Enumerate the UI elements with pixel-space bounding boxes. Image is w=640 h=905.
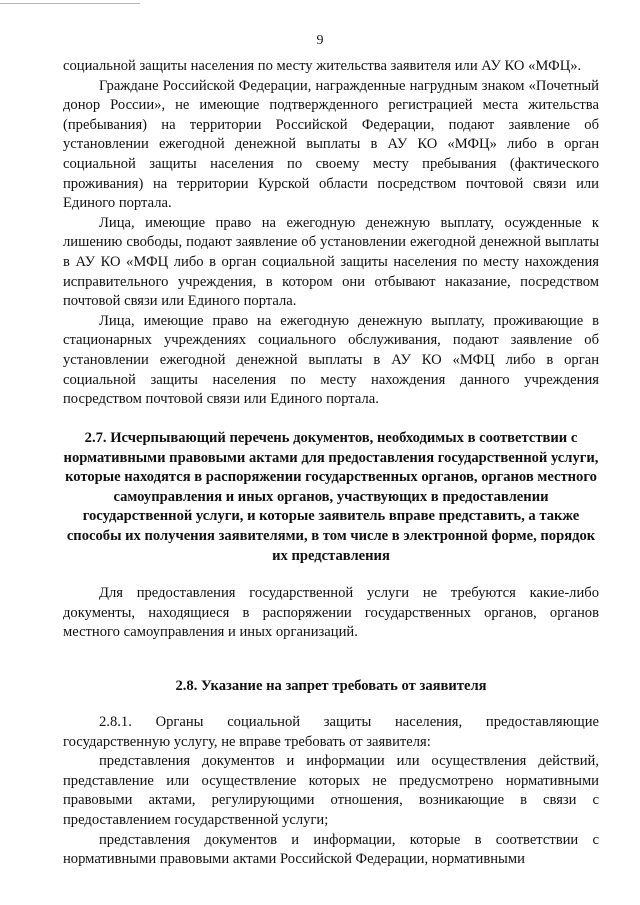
section-2-8-item-1: представления документов и информации или осуществления действий, представление или осуществление которых не предусмотрено нормативными правовыми актами, регулирующими отношения, возникающие в связи с предоставлением государственной услуги; <box>63 753 599 828</box>
scan-edge-line <box>0 3 140 4</box>
section-2-7-text-block <box>63 584 599 643</box>
section-2-7-paragraph: Для предоставления государственной услуги не требуются какие-либо документы, находящиеся в распоряжении государственных органов, органов местного самоуправления и иных организаций. <box>63 585 599 641</box>
section-2-8-heading-text: 2.8. Указание на запрет требовать от заявителя <box>175 678 487 694</box>
section-2-7-heading-text: 2.7. Исчерпывающий перечень документов, необходимых в соответствии с нормативными правовыми актами для предоставления государственной услуги, которые находятся в распоряжении государственных органов, органов местного самоуправления и иных органов, участвующих в предоставлении государственной услуги, и которые заявитель вправе представить, а также способы их получения заявителями, в том числе в электронной форме, порядок их представления <box>63 430 599 564</box>
paragraph-continuation: социальной защиты населения по месту жительства заявителя или АУ КО «МФЦ». <box>63 58 582 74</box>
section-2-8-item-2: представления документов и информации, которые в соответствии с нормативными правовыми актами Российской Федерации, нормативными <box>63 831 599 868</box>
paragraph-residential-institutions: Лица, имеющие право на ежегодную денежную выплату, проживающие в стационарных учреждениях социального обслуживания, подают заявление об установлении ежегодной денежной выплаты в АУ КО «МФЦ либо в орган социальной защиты населения по месту нахождения данного учреждения посредством почтовой связи или Единого портала. <box>63 312 599 408</box>
page-number: 9 <box>316 33 324 48</box>
section-2-8-1-paragraph: 2.8.1. Органы социальной защиты населения, предоставляющие государственную услугу, не вправе требовать от заявителя: <box>63 714 599 750</box>
section-2-8-heading <box>63 677 599 697</box>
intro-text-block <box>63 57 599 410</box>
section-2-8-text-block <box>63 713 599 870</box>
paragraph-honorary-donors: Граждане Российской Федерации, награжденные нагрудным знаком «Почетный донор России», не имеющие подтвержденного регистрацией места жительства (пребывания) на территории Российской Федерации, подают заявление об установлении ежегодной денежной выплаты в АУ КО «МФЦ» либо в орган социальной защиты населения по своему месту пребывания (фактического проживания) на территории Курской области посредством почтовой связи или Единого портала. <box>63 77 599 212</box>
paragraph-convicted-persons: Лица, имеющие право на ежегодную денежную выплату, осужденные к лишению свободы, подают заявление об установлении ежегодной денежной выплаты в АУ КО «МФЦ либо в орган социальной защиты населения по месту нахождения исправительного учреждения, в котором они отбывают наказание, посредством почтовой связи или Единого портала. <box>63 214 599 310</box>
section-2-7-heading <box>63 429 599 566</box>
